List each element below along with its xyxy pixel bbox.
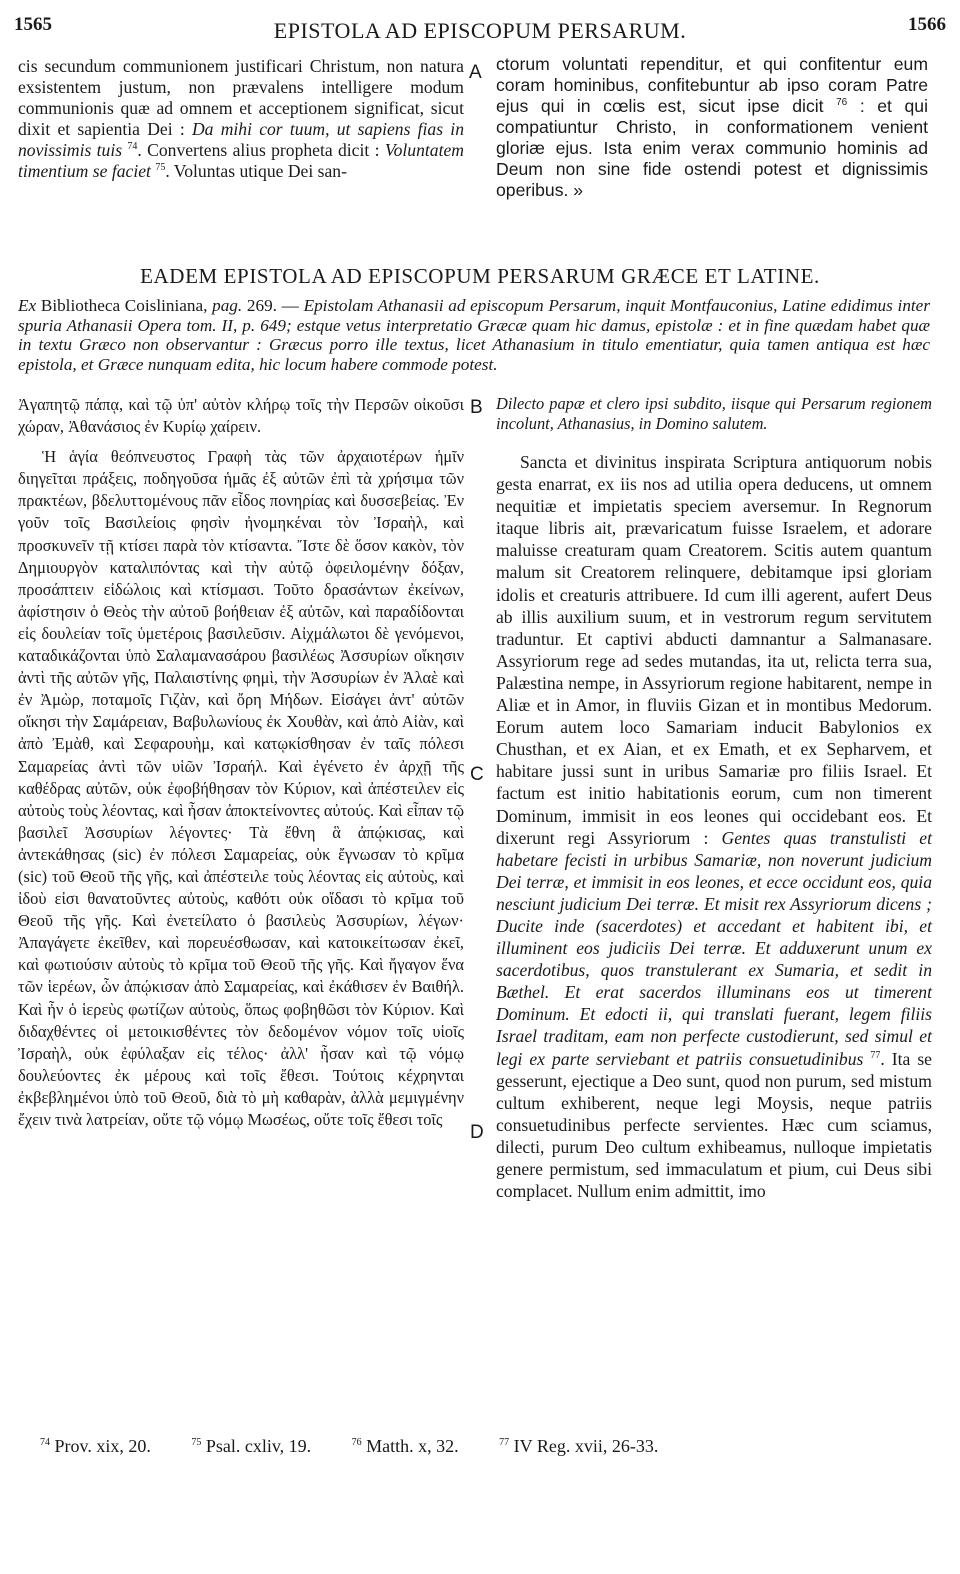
latin-italic-quote: Gentes quas transtulisti et habetare fecisti in urbibus Samariæ, non noverunt judicium Dei terræ, et immisit in eos leones, et ecce occidunt eos, quia nesciunt judicium Dei terræ. Et misit rex Assyriorum dicens ; Ducite inde (sacerdotes) et accedant et habitent ibi, et illuminent eos judiciis Dei terræ. Et adduxerunt unum ex sacerdotibus, quos transtulerant ex Sumaria, et sedit in Bæthel. Et erat sacerdos illuminans eos ut timerent Dominum. Et edocti ii, qui translati fuerant, legem filiis Israel traditam, eam non perfecte custodierunt, sed simul et legi ex parte serviebant et patriis consuetudinibus [496,827,932,1069]
footnote-number: 74 [40,1437,50,1448]
page-header [14,10,946,46]
footnote-ref-text: IV Reg. xvii, 26-33. [509,1436,659,1456]
running-title: EPISTOLA AD EPISCOPUM PERSARUM. [273,18,687,43]
footnote-ref: 76 [836,97,848,109]
footnote-ref-text: Psal. cxliv, 19. [201,1436,312,1456]
top-right-paragraph [496,54,928,201]
text-run: . Convertens alius propheta dicit : [137,140,385,160]
footnote-ref: 77 [870,1049,881,1061]
top-right-column [496,54,928,201]
footnote-number: 75 [191,1437,202,1448]
footnote [40,1436,169,1456]
margin-mark-d: D [470,1122,484,1143]
margin-mark-a: A [469,62,482,83]
text-run: . Ita se gesserunt, ejectique a Deo sunt, quod non purum, sed mistum cultum exhiberent, neque legi Moysis, neque patriis consuetudinibus perfecte servientes. Hæc cum sciamus, dilecti, purum Deo cultum exhibeamus, nulloque impietatis genere permistum, sed immaculatum et pium, cui Deus sibi complacet. Nullum enim admittit, imo [496,1048,932,1202]
margin-mark-c: C [470,764,484,785]
intro-italic: Epistolam Athanasii ad episcopum Persarum, inquit Montfauconius, Latine edidimus inter spuria Athanasii Opera tom. II, p. 649; estque vetus interpretatio Græcæ quam hic damus, epistolæ : et in fine quædam habet quæ in textu Græco non observantur : Græcus porro ille textus, licet Athanasium in titulo ementiatur, quia tamen antiqua est hæc epistola, et Græce nunquam edita, hic locum habere commode potest. [18,296,931,374]
latin-column [496,394,932,1202]
text-run: pag. [212,296,243,315]
text-run: Sancta et divinitus inspirata Scriptura antiquorum nobis gesta enarrat, ex iis nos ad utilia opera deducens, ut omnem nequitiæ et impietatis speciem aversemur. In Regnorum itaque libris ait, prævaricatum fuisse Israelem, et adorare maluisse creaturam quam Creatorem. Scitis autem quantum malum sit Creatorem relinquere, debitamque ipsi gloriam idolis et creaturis attribuere. Id cum illi agerent, aufert Deus ab illis auxilium suum, et in vestrorum regum servitutem traduntur. Et captivi abducti damnantur a Salmanasare. Assyriorum rege ad sedes mutandas, ita ut, relicta terra sua, Palæstina nempe, in Assyriorum regione habitarent, nempe in Aliæ et in Amor, in fluviis Gizan et in montibus Medorum. Eorum autem loco Samariam inducit Babylonios ex Chusthan, et ex Aian, et ex Emath, et ex Sepharvem, et habitare jussi sunt in uribus Samariæ pro filiis Israel. Et factum est initio habitationis eorum, cum non timerent Dominum, immisit in eos leones qui occidebant eos. Et dixerunt regi Assyriorum : [496,452,932,848]
footnote-ref: 75 [155,162,166,174]
footnote-ref: 74 [127,141,138,153]
text-run: 269. — [242,296,304,315]
italic-quote: Da mihi cor tuum, ut sapiens fias in novissimis tuis [18,119,464,160]
page-number-left: 1565 [14,14,52,35]
text-run: Bibliotheca Coisliniana, [36,296,213,315]
top-left-column [18,56,464,182]
text-run: Ex [18,296,37,315]
greek-salutation: Ἀγαπητῷ πάπᾳ, καὶ τῷ ὑπ' αὐτὸν κλήρῳ τοῖς τὴν Περσῶν οἰκοῦσι χώραν, Ἀθανάσιος ἐν Κυρίῳ χαίρειν. [18,395,464,437]
footnotes [40,1436,920,1457]
intro-paragraph [18,296,930,374]
section-title: EADEM EPISTOLA AD EPISCOPUM PERSARUM GRÆCE ET LATINE. [140,264,820,288]
text-run: cis secundum communionem justificari Christum, non natura exsistentem justum, non prævalens intelligere modum communionis quæ ad omnem et acceptionem significat, sicut dixit et sapientia Dei : [18,56,464,139]
italic-quote: Voluntatem timentium se faciet [18,140,464,181]
greek-body: Ἡ ἁγία θεόπνευστος Γραφὴ τὰς τῶν ἀρχαιοτέρων ἡμῖν διηγεῖται πράξεις, ποδηγοῦσα ἡμᾶς ἐξ αὐτῶν ἐπὶ τὰ χρήσιμα τῶν πρακτέων, βδελυττομένους πᾶν εἶδος πονηρίας καὶ δυσσεβείας. Ἐν γοῦν τοῖς Βασιλείοις φησὶν ἠνομηκέναι τὸν Ἰσραὴλ, καὶ προσκυνεῖν τῇ κτίσει παρὰ τὸν κτίσαντα. Ἴστε δὲ ὅσον κακὸν, τὸν Δημιουργὸν καταλιπόντας καὶ τὴν αὐτῷ ὀφειλομένην δόξαν, προσάπτειν εἰδώλοις καὶ κτίσμασι. Τοῦτο δρασάντων ἐκείνων, ἀφίστησιν ὁ Θεὸς τὴν αὐτοῦ βοήθειαν ἐξ αὐτῶν, καὶ παραδίδονται εἰς δουλείαν τοῖς ὑμετέροις βασιλεῦσιν. Αἰχμάλωτοι δὲ γενόμενοι, καταδικάζονται ὑπὸ Σαλαμανασάρου βασιλέως Ἀσσυρίων οἴκησιν ἀντὶ τῆς αὐτῶν γῆς, Παλαιστίνης φημὶ, τὴν Ἀσσυρίων ἐν Ἀλαὲ καὶ ἐν Ἀμὼρ, ποταμοῖς Γιζὰν, καὶ ὄρη Μήδων. Εἰσάγει ἀντ' αὐτῶν οἴκησι τὴν Σαμάρειαν, Βαβυλωνίους ἐκ Χουθὰν, καὶ ἀπὸ Αἰὰν, καὶ ἀπὸ Ἐμὰθ, καὶ Σεφαρουὴμ, καὶ κατῳκίσθησαν ἐν ταῖς πόλεσι Σαμαρείας ἀντὶ τῶν υἱῶν Ἰσραήλ. Καὶ ἐγένετο ἐν ἀρχῇ τῆς καθέδρας αὐτῶν, οὐκ ἐφοβήθησαν τὸν Κύριον, καὶ ἀπέστειλεν εἰς αὐτοὺς τοὺς λέοντας, καὶ ἦσαν ἀποκτείνοντες αὐτούς. Καὶ εἶπαν τῷ βασιλεῖ Ἀσσυρίων λέγοντες· Τὰ ἔθνη ἃ ἀπῴκισας, καὶ ἀντεκάθησας (sic) ἐν πόλεσι Σαμαρείας, οὐκ ἔγνωσαν τὸ κρῖμα (sic) τοῦ Θεοῦ τῆς γῆς, καὶ ἀπέστειλε τοὺς λέοντας εἰς αὐτοὺς, καὶ ἰδοὺ εἰσι θανατοῦντες αὐτοὺς, καθότι οὐκ οἴδασι τὸ κρῖμα τοῦ Θεοῦ τῆς γῆς. Καὶ ἐνετείλατο ὁ βασιλεὺς Ἀσσυρίων, λέγων· Ἀπαγάγετε ἐκεῖθεν, καὶ πορευέσθωσαν, καὶ κατοικείτωσαν ἐκεῖ, καὶ φωτιούσιν αὐτοὺς τὸ κρῖμα τοῦ Θεοῦ τῆς γῆς. Καὶ ἤγαγον ἕνα τῶν ἱερέων, ὧν ἀπῴκισαν ἀπὸ Σαμαρείας, καὶ ἐκάθισεν ἐν Βαιθήλ. Καὶ ἦν ὁ ἱερεὺς φωτίζων αὐτοὺς, ὅπως φοβηθῶσι τὸν Κύριον. Καὶ διδαχθέντες οἱ μετοικισθέντες τὸν δεδομένον νόμον τοῖς υἱοῖς Ἰσραὴλ, οὐκ ἐφύλαξαν εἰς τέλος· ἀλλ' ἦσαν καὶ τῷ νόμῳ δουλεύοντες ἐκ μέρους καὶ τοῖς ἔθεσι. Τούτοις κέχρηνται ἐκβεβλημένοι ὑπὸ τοῦ Θεοῦ, διὰ τὸ μὴ καθαρὰν, ἀλλὰ μεμιγμένην ἔχειν τινὰ λατρείαν, οὔτε τῷ νόμῳ Μωσέως, οὔτε τοῖς ἔθεσι τοῖς [18,447,464,1129]
footnote-number: 77 [499,1437,510,1448]
latin-body [496,451,932,1202]
page-number-right: 1566 [908,14,946,35]
footnote-ref-text: Matth. x, 32. [361,1436,459,1456]
footnote-ref-text: Prov. xix, 20. [50,1436,151,1456]
top-left-paragraph [18,56,464,182]
footnote [352,1436,477,1456]
margin-mark-b: B [470,397,483,418]
text-run: ctorum voluntati rependitur, et qui confitentur eum coram hominibus, confitebuntur ab ipso coram Patre ejus qui in cœlis est, sicut ipse dicit [496,54,928,116]
greek-column [18,394,464,1131]
text-run: : et qui compatiuntur Christo, in conformationem venient gloriæ ejus. Ista enim verax communio hominis ad Deum non sine fide ostendi potest et dignissimis operibus. » [496,96,928,200]
footnote [191,1436,329,1456]
footnote [499,1436,676,1456]
text-run: . Voluntas utique Dei san- [165,161,347,181]
footnote-number: 76 [351,1437,362,1448]
latin-salutation: Dilecto papæ et clero ipsi subdito, iisque qui Persarum regionem incolunt, Athanasius, in Domino salutem. [496,394,932,433]
